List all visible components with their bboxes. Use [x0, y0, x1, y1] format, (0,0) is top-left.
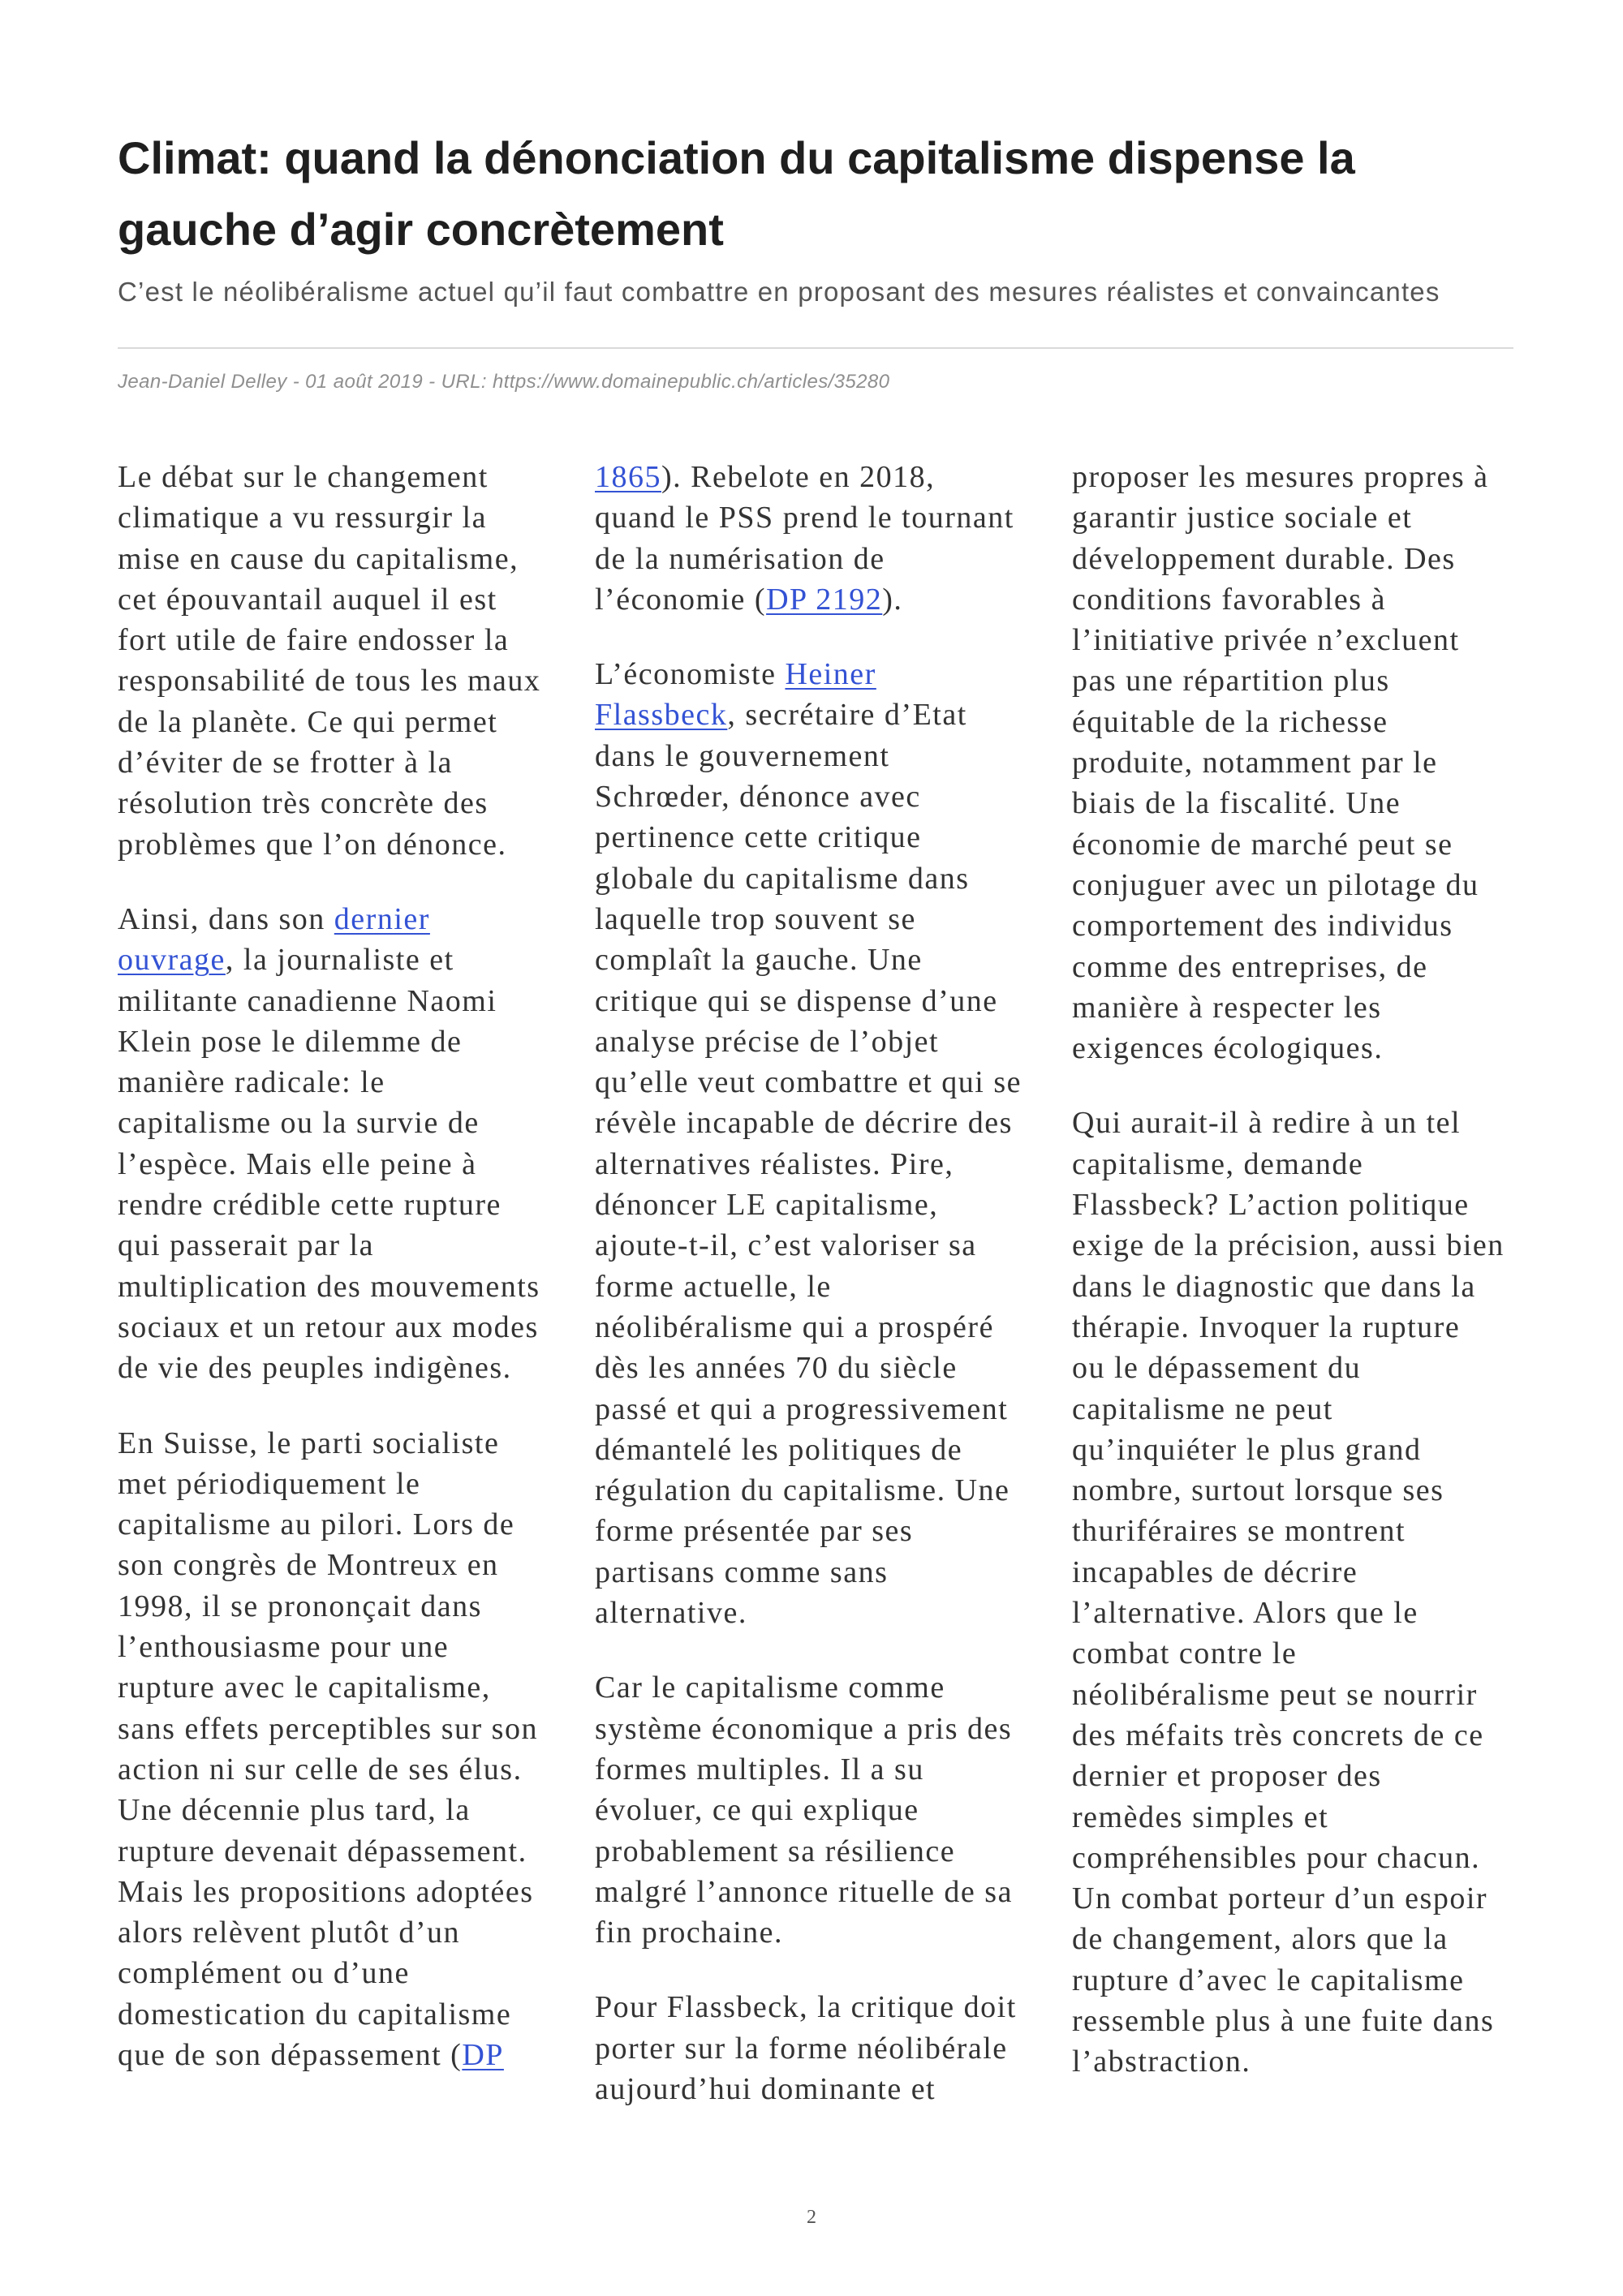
- inline-link[interactable]: DP 2192: [766, 582, 883, 617]
- text-line: ou le dépassement du: [1072, 1351, 1362, 1386]
- text-segment: ).: [882, 582, 903, 617]
- text-line: [595, 694, 1037, 735]
- text-line: malgré l’annonce rituelle de sa: [595, 1874, 1013, 1909]
- text-line: Klein pose le dilemme de: [118, 1024, 463, 1059]
- text-line: critique qui se dispense d’une: [595, 983, 998, 1018]
- text-line: probablement sa résilience: [595, 1834, 956, 1868]
- text-line: alternatives réalistes. Pire,: [595, 1146, 954, 1181]
- inline-link[interactable]: ouvrage: [118, 943, 226, 978]
- text-segment: Ainsi, dans son: [118, 901, 334, 936]
- text-line: incapables de décrire: [1072, 1554, 1358, 1589]
- text-line: combat contre le: [1072, 1636, 1298, 1671]
- text-line: néolibéralisme peut se nourrir: [1072, 1677, 1478, 1712]
- text-line: quand le PSS prend le tournant: [595, 501, 1014, 535]
- text-line: Car le capitalisme comme: [595, 1670, 945, 1705]
- text-line: alternative.: [595, 1596, 747, 1631]
- text-line: 1998, il se prononçait dans: [118, 1589, 482, 1623]
- text-line: Mais les propositions adoptées: [118, 1874, 534, 1909]
- text-line: Qui aurait-il à redire à un tel: [1072, 1106, 1462, 1141]
- text-line: révèle incapable de décrire des: [595, 1106, 1013, 1141]
- text-line: nombre, surtout lorsque ses: [1072, 1473, 1444, 1508]
- text-line: manière à respecter les: [1072, 990, 1382, 1025]
- paragraph: [595, 1667, 1037, 1953]
- text-line: rendre crédible cette rupture: [118, 1188, 502, 1223]
- text-line: sociaux et un retour aux modes: [118, 1309, 539, 1344]
- text-line: formes multiples. Il a su: [595, 1752, 924, 1786]
- text-line: met périodiquement le: [118, 1466, 421, 1501]
- text-line: des méfaits très concrets de ce: [1072, 1718, 1484, 1752]
- paragraph: [1072, 457, 1514, 1068]
- text-line: laquelle trop souvent se: [595, 901, 916, 936]
- text-line: qui passerait par la: [118, 1228, 374, 1263]
- text-line: aujourd’hui dominante et: [595, 2071, 936, 2106]
- text-line: qu’inquiéter le plus grand: [1072, 1432, 1422, 1467]
- text-line: l’espèce. Mais elle peine à: [118, 1146, 477, 1181]
- text-line: de la numérisation de: [595, 541, 885, 576]
- text-segment: l’économie (: [595, 582, 767, 617]
- article-meta: Jean-Daniel Delley - 01 août 2019 - URL: https://www.domainepublic.ch/articles/35280: [118, 371, 890, 393]
- text-line: système économique a pris des: [595, 1711, 1013, 1746]
- text-line: l’initiative privée n’excluent: [1072, 623, 1460, 658]
- text-line: son congrès de Montreux en: [118, 1548, 499, 1583]
- header-divider: [118, 347, 1513, 349]
- text-column: [1072, 457, 1514, 2083]
- paragraph: [118, 899, 560, 1389]
- text-line: conjuguer avec un pilotage du: [1072, 867, 1479, 902]
- text-line: de changement, alors que la: [1072, 1922, 1449, 1957]
- inline-link[interactable]: dernier: [334, 901, 430, 936]
- text-line: dans le gouvernement: [595, 738, 890, 773]
- paragraph: [118, 1423, 560, 2076]
- text-line: exigences écologiques.: [1072, 1031, 1384, 1066]
- text-line: Une décennie plus tard, la: [118, 1793, 471, 1828]
- text-line: multiplication des mouvements: [118, 1269, 540, 1304]
- text-line: manière radicale: le: [118, 1065, 385, 1100]
- paragraph: [1072, 1103, 1514, 2082]
- text-line: remèdes simples et: [1072, 1799, 1329, 1834]
- text-line: l’abstraction.: [1072, 2044, 1251, 2079]
- text-line: développement durable. Des: [1072, 541, 1456, 576]
- text-line: dans le diagnostic que dans la: [1072, 1269, 1476, 1304]
- text-line: rupture devenait dépassement.: [118, 1834, 527, 1868]
- text-line: garantir justice sociale et: [1072, 501, 1413, 535]
- text-line: domestication du capitalisme: [118, 1997, 512, 2032]
- text-line: conditions favorables à: [1072, 582, 1386, 617]
- paragraph: [595, 1987, 1037, 2109]
- text-line: ressemble plus à une fuite dans: [1072, 2003, 1495, 2038]
- text-line: démantelé les politiques de: [595, 1432, 963, 1467]
- text-line: forme présentée par ses: [595, 1514, 914, 1549]
- text-line: Schrœder, dénonce avec: [595, 780, 921, 815]
- text-line: thuriféraires se montrent: [1072, 1514, 1406, 1549]
- text-line: Le débat sur le changement: [118, 460, 489, 494]
- text-segment: , la journaliste et: [225, 943, 454, 978]
- text-line: Un combat porteur d’un espoir: [1072, 1881, 1488, 1916]
- text-line: climatique a vu ressurgir la: [118, 501, 487, 535]
- text-line: capitalisme ne peut: [1072, 1391, 1333, 1426]
- article-title: Climat: quand la dénonciation du capitalisme dispense la gauche d’agir concrètement: [118, 132, 1355, 255]
- text-line: militante canadienne Naomi: [118, 983, 497, 1018]
- text-line: Flassbeck? L’action politique: [1072, 1188, 1470, 1223]
- text-line: évoluer, ce qui explique: [595, 1793, 919, 1828]
- text-line: porter sur la forme néolibérale: [595, 2031, 1008, 2066]
- text-line: fort utile de faire endosser la: [118, 623, 510, 658]
- text-line: résolution très concrète des: [118, 786, 489, 821]
- text-line: proposer les mesures propres à: [1072, 460, 1489, 494]
- text-line: En Suisse, le parti socialiste: [118, 1425, 500, 1460]
- text-line: de la planète. Ce qui permet: [118, 704, 498, 739]
- text-line: pas une répartition plus: [1072, 664, 1390, 699]
- text-line: passé et qui a progressivement: [595, 1391, 1009, 1426]
- paragraph: [595, 654, 1037, 1633]
- text-line: rupture avec le capitalisme,: [118, 1670, 491, 1705]
- text-line: [595, 457, 1037, 497]
- text-line: alors relèvent plutôt d’un: [118, 1915, 461, 1950]
- text-segment: , secrétaire d’Etat: [727, 698, 967, 733]
- text-line: qu’elle veut combattre et qui se: [595, 1065, 1022, 1100]
- text-line: analyse précise de l’objet: [595, 1024, 940, 1059]
- text-line: économie de marché peut se: [1072, 827, 1453, 862]
- text-line: régulation du capitalisme. Une: [595, 1473, 1010, 1508]
- text-line: comme des entreprises, de: [1072, 949, 1428, 984]
- text-line: capitalisme au pilori. Lors de: [118, 1507, 515, 1542]
- article-subtitle: C’est le néolibéralisme actuel qu’il faut combattre en proposant des mesures réalistes et convaincantes: [118, 277, 1440, 307]
- text-line: thérapie. Invoquer la rupture: [1072, 1309, 1461, 1344]
- text-line: exige de la précision, aussi bien: [1072, 1228, 1505, 1263]
- text-line: comportement des individus: [1072, 909, 1453, 944]
- page-number: 2: [807, 2207, 816, 2228]
- text-line: sans effets perceptibles sur son: [118, 1711, 538, 1746]
- inline-link[interactable]: DP: [462, 2037, 504, 2072]
- text-line: forme actuelle, le: [595, 1269, 832, 1304]
- text-line: dénoncer LE capitalisme,: [595, 1188, 939, 1223]
- text-line: de vie des peuples indigènes.: [118, 1351, 512, 1386]
- text-line: complaît la gauche. Une: [595, 943, 923, 978]
- text-line: biais de la fiscalité. Une: [1072, 786, 1401, 821]
- text-line: fin prochaine.: [595, 1915, 784, 1950]
- text-line: capitalisme ou la survie de: [118, 1106, 480, 1141]
- text-line: produite, notamment par le: [1072, 746, 1438, 780]
- paragraph: [595, 457, 1037, 620]
- text-line: [595, 654, 1037, 694]
- text-line: Pour Flassbeck, la critique doit: [595, 1990, 1017, 2025]
- text-segment: que de son dépassement (: [118, 2037, 463, 2072]
- text-line: ajoute-t-il, c’est valoriser sa: [595, 1228, 977, 1263]
- text-line: l’alternative. Alors que le: [1072, 1596, 1419, 1631]
- text-line: compréhensibles pour chacun.: [1072, 1840, 1481, 1875]
- text-segment: L’économiste: [595, 657, 786, 692]
- text-line: globale du capitalisme dans: [595, 861, 970, 896]
- text-line: responsabilité de tous les maux: [118, 664, 541, 699]
- text-line: d’éviter de se frotter à la: [118, 746, 453, 780]
- text-line: complément ou d’une: [118, 1956, 410, 1991]
- text-line: l’enthousiasme pour une: [118, 1630, 450, 1665]
- text-segment: ). Rebelote en 2018,: [661, 460, 936, 494]
- text-line: capitalisme, demande: [1072, 1146, 1364, 1181]
- text-line: action ni sur celle de ses élus.: [118, 1752, 523, 1786]
- paragraph: [118, 457, 560, 865]
- text-line: dernier et proposer des: [1072, 1759, 1382, 1794]
- inline-link[interactable]: Flassbeck: [595, 698, 728, 733]
- text-line: néolibéralisme qui a prospéré: [595, 1309, 994, 1344]
- text-line: [118, 939, 560, 980]
- text-column: [118, 457, 560, 2075]
- text-line: partisans comme sans: [595, 1554, 889, 1589]
- text-column: [595, 457, 1037, 2109]
- inline-link[interactable]: 1865: [595, 460, 661, 494]
- inline-link[interactable]: Heiner: [785, 657, 876, 692]
- text-line: pertinence cette critique: [595, 820, 922, 855]
- text-line: équitable de la richesse: [1072, 704, 1388, 739]
- text-line: mise en cause du capitalisme,: [118, 541, 519, 576]
- text-line: problèmes que l’on dénonce.: [118, 827, 507, 862]
- text-line: dès les années 70 du siècle: [595, 1351, 958, 1386]
- text-line: cet épouvantail auquel il est: [118, 582, 497, 617]
- text-line: rupture d’avec le capitalisme: [1072, 1963, 1465, 1997]
- text-line: [595, 579, 1037, 620]
- text-line: [118, 899, 560, 939]
- text-line: [118, 2035, 560, 2075]
